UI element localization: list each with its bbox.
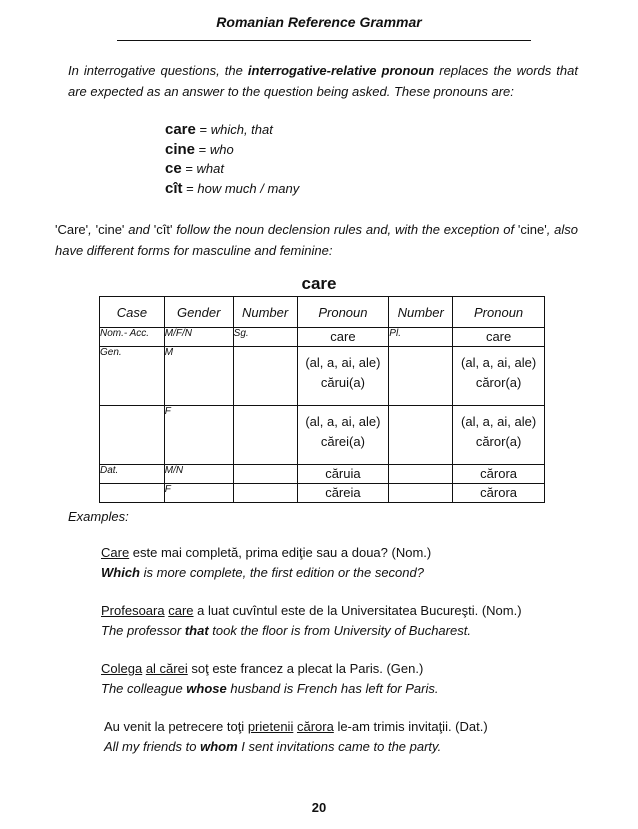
cell-number-sg bbox=[233, 406, 297, 465]
table-row bbox=[100, 406, 545, 465]
pronoun-line: (al, a, ai, ale) bbox=[305, 355, 381, 370]
table-row bbox=[100, 328, 545, 347]
example-text: The professor bbox=[101, 623, 185, 638]
equals-sign: = bbox=[185, 161, 193, 176]
pronoun-line: cărora bbox=[480, 485, 518, 500]
column-header: Number bbox=[389, 297, 453, 328]
cell-number-sg: Sg. bbox=[233, 328, 297, 347]
example-text: is more complete, the first edition or the second? bbox=[140, 565, 424, 580]
pronoun-word: cît bbox=[165, 179, 183, 197]
example-item bbox=[101, 543, 431, 583]
cell-number-pl bbox=[389, 347, 453, 406]
text-middle: follow the noun declension rules and, with the exception of bbox=[172, 222, 518, 237]
pronoun-item bbox=[165, 120, 299, 140]
cell-pronoun-sg bbox=[297, 328, 389, 347]
pronoun-item bbox=[165, 140, 299, 160]
example-text: I bbox=[237, 739, 245, 754]
column-header: Pronoun bbox=[453, 297, 545, 328]
intro-text-2: replaces the words that are expected as an answer to the question being asked. These pronouns are: bbox=[68, 63, 578, 99]
example-text: a luat cuvîntul este de la Universitatea Bucureşti. (Nom.) bbox=[193, 603, 522, 618]
example-romanian bbox=[101, 659, 438, 679]
cell-number-sg bbox=[233, 347, 297, 406]
example-text: All my friends to bbox=[104, 739, 201, 754]
pronoun-item bbox=[165, 159, 299, 179]
pronoun-line: căreia bbox=[325, 485, 361, 500]
pronoun-line: care bbox=[330, 329, 356, 344]
underlined-word: cărora bbox=[296, 719, 334, 734]
examples-label: Examples: bbox=[68, 509, 129, 524]
example-text: The colleague bbox=[101, 681, 187, 696]
example-item bbox=[101, 601, 522, 641]
pronoun-line: căror(a) bbox=[475, 434, 522, 449]
intro-term: interrogative-relative pronoun bbox=[247, 63, 435, 78]
term-care: 'Care' bbox=[55, 222, 89, 237]
cell-pronoun-sg bbox=[297, 465, 389, 484]
column-header: Case bbox=[100, 297, 165, 328]
cell-pronoun-pl bbox=[453, 406, 545, 465]
term-cine-2: 'cine' bbox=[517, 222, 547, 237]
column-header: Number bbox=[233, 297, 297, 328]
bold-word: that bbox=[184, 623, 209, 638]
equals-sign: = bbox=[186, 180, 194, 196]
pronoun-word: ce bbox=[165, 160, 182, 177]
term-cine: 'cine' bbox=[95, 222, 125, 237]
cell-pronoun-pl bbox=[453, 347, 545, 406]
cell-pronoun-pl bbox=[453, 465, 545, 484]
pronoun-line: (al, a, ai, ale) bbox=[305, 414, 381, 429]
cell-gender: M bbox=[164, 347, 233, 406]
text-end: , also have different forms for masculine and feminine: bbox=[55, 222, 579, 258]
cell-pronoun-pl bbox=[453, 484, 545, 503]
cell-case bbox=[100, 484, 165, 503]
example-text: sent invitations came to the party. bbox=[244, 739, 442, 754]
example-text: le-am trimis invitaţii. (Dat.) bbox=[333, 719, 488, 734]
table-row bbox=[100, 347, 545, 406]
cell-gender: M/N bbox=[164, 465, 233, 484]
page-number: 20 bbox=[311, 800, 327, 815]
pronoun-line: (al, a, ai, ale) bbox=[461, 414, 537, 429]
cell-pronoun-sg bbox=[297, 406, 389, 465]
text-and: and bbox=[124, 222, 154, 237]
example-text: este mai completă, prima ediţie sau a doua? (Nom.) bbox=[129, 545, 432, 560]
cell-pronoun-sg bbox=[297, 347, 389, 406]
example-text: husband is French has left for Paris. bbox=[226, 681, 439, 696]
cell-case bbox=[100, 406, 165, 465]
example-text: took the floor is from University of Bucharest. bbox=[208, 623, 471, 638]
pronoun-line: cărui(a) bbox=[320, 375, 365, 390]
example-romanian bbox=[101, 543, 431, 563]
underlined-word: Care bbox=[101, 545, 130, 560]
cell-number-sg bbox=[233, 484, 297, 503]
cell-pronoun-sg bbox=[297, 484, 389, 503]
pronoun-word: care bbox=[165, 121, 196, 138]
intro-paragraph bbox=[68, 60, 578, 102]
intro-text-1: In interrogative questions, the bbox=[68, 63, 248, 78]
cell-pronoun-pl bbox=[453, 328, 545, 347]
example-item bbox=[101, 659, 438, 699]
example-text: soţ este francez a plecat la Paris. (Gen.) bbox=[187, 661, 424, 676]
example-romanian bbox=[104, 717, 488, 737]
pronoun-item bbox=[165, 179, 299, 199]
underlined-word: Colega bbox=[101, 661, 143, 676]
table-header-row bbox=[100, 297, 545, 328]
equals-sign: = bbox=[199, 122, 208, 137]
pronoun-word: cine bbox=[165, 140, 196, 158]
pronoun-line: cărora bbox=[480, 466, 518, 481]
term-cit: 'cît' bbox=[153, 222, 173, 237]
cell-number-sg bbox=[233, 465, 297, 484]
cell-gender: F bbox=[164, 484, 233, 503]
cell-case: Dat. bbox=[100, 465, 165, 484]
equals-sign: = bbox=[198, 141, 207, 157]
text-separator: , bbox=[88, 222, 96, 237]
cell-number-pl: Pl. bbox=[389, 328, 453, 347]
cell-number-pl bbox=[389, 465, 453, 484]
pronoun-gloss: how much / many bbox=[197, 180, 300, 196]
pronoun-line: (al, a, ai, ale) bbox=[461, 355, 537, 370]
table-row bbox=[100, 484, 545, 503]
pronoun-line: cărei(a) bbox=[320, 434, 365, 449]
pronoun-list bbox=[165, 120, 299, 198]
cell-number-pl bbox=[389, 406, 453, 465]
underlined-word: al cărei bbox=[145, 661, 188, 676]
underlined-word: prietenii bbox=[247, 719, 294, 734]
declension-paragraph bbox=[55, 219, 578, 261]
example-english bbox=[101, 679, 438, 699]
underlined-word: care bbox=[168, 603, 194, 618]
bold-word: whose bbox=[186, 681, 227, 696]
pronoun-gloss: who bbox=[209, 141, 234, 157]
example-romanian bbox=[101, 601, 522, 621]
cell-case: Nom.- Acc. bbox=[100, 328, 165, 347]
pronoun-gloss: what bbox=[196, 161, 224, 176]
bold-word: whom bbox=[200, 739, 238, 754]
pronoun-line: căruia bbox=[325, 466, 361, 481]
example-english bbox=[101, 563, 431, 583]
example-item bbox=[104, 717, 488, 757]
cell-gender: F bbox=[164, 406, 233, 465]
declension-table bbox=[99, 296, 545, 503]
underlined-word: Profesoara bbox=[101, 603, 165, 618]
table-title: care bbox=[301, 274, 337, 293]
cell-number-pl bbox=[389, 484, 453, 503]
running-header: Romanian Reference Grammar bbox=[216, 14, 422, 30]
pronoun-gloss: which, that bbox=[210, 122, 273, 137]
bold-word: Which bbox=[101, 565, 140, 580]
column-header: Gender bbox=[164, 297, 233, 328]
pronoun-line: căror(a) bbox=[475, 375, 522, 390]
cell-case: Gen. bbox=[100, 347, 165, 406]
example-english bbox=[101, 621, 522, 641]
header-rule bbox=[117, 40, 531, 41]
pronoun-line: care bbox=[485, 329, 512, 344]
column-header: Pronoun bbox=[297, 297, 389, 328]
example-text: Au venit la petrecere toţi bbox=[104, 719, 248, 734]
example-english bbox=[104, 737, 488, 757]
cell-gender: M/F/N bbox=[164, 328, 233, 347]
table-row bbox=[100, 465, 545, 484]
